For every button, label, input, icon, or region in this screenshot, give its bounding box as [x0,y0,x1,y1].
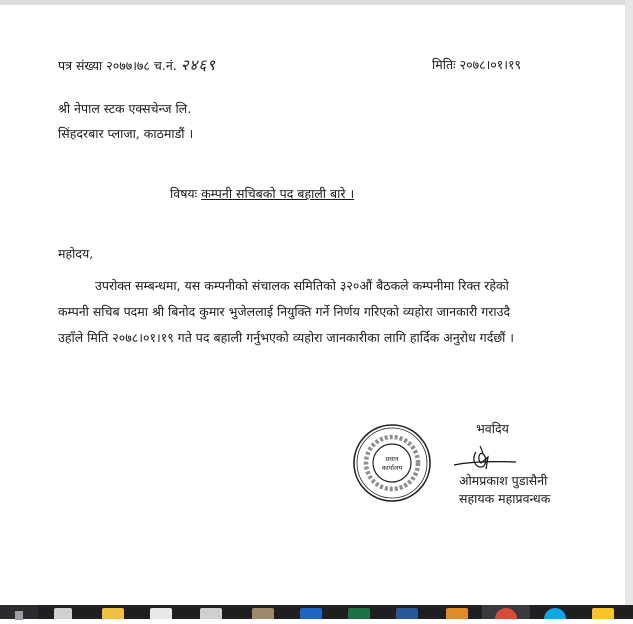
start-button[interactable] [0,605,38,619]
handwritten-signature [450,442,524,476]
mail-icon[interactable] [150,608,172,619]
skype-icon[interactable] [544,608,566,619]
seal-text-line-1: प्रधान [385,455,399,463]
file-explorer-icon[interactable] [102,608,124,619]
taskbar [0,605,633,619]
store-icon[interactable] [200,608,222,619]
salutation: महोदय, [58,246,94,261]
document-page [0,5,625,605]
excel-icon[interactable] [348,608,370,619]
subject-text: कम्पनी सचिबको पद बहाली बारे । [201,186,355,201]
letter-date: मितिः २०७८।०१।१९ [432,57,522,72]
notes-icon[interactable] [592,608,614,619]
recipient-line-1: श्री नेपाल स्टक एक्सचेन्ज लि. [58,101,192,116]
body-line-3: उहाँले मिति २०७८।०१।१९ गते पद बहाली गर्नुभएको व्यहोरा जानकारीका लागि हार्दिक अनुरोध गर्दछौं । [58,330,515,345]
app-icon[interactable] [446,608,468,619]
paint-icon[interactable] [252,608,274,619]
reference-number-handwritten: २४६९ [180,56,216,74]
reference-label: पत्र संख्या २०७७।७८ च.नं. [58,58,177,73]
reference-line [58,57,216,74]
closing-text: भवदिय [476,421,509,436]
subject-line [170,186,354,202]
task-view-icon[interactable] [54,608,72,619]
recipient-line-2: सिंहदरबार प्लाजा, काठमाडौं । [58,126,194,141]
window-right-edge [625,0,633,605]
outlook-icon[interactable] [300,608,322,619]
signer-title: सहायक महाप्रवन्धक [459,491,551,506]
signer-name: ओमप्रकाश पुडासैनी [459,473,548,488]
body-line-1: उपरोक्त सम्बन्धमा, यस कम्पनीको संचालक समितिको ३२०औं बैठकले कम्पनीमा रिक्त रहेको [95,278,509,293]
company-seal [352,423,432,503]
body-line-2: कम्पनी सचिब पदमा श्री बिनोद कुमार भुजेललाई नियुक्ति गर्ने निर्णय गरिएको व्यहोरा जानकारी गराउदै [58,304,511,319]
word-icon[interactable] [396,608,418,619]
start-icon [0,606,38,620]
subject-label: विषयः [170,186,198,201]
seal-text-line-2: कार्यालय [381,464,403,472]
